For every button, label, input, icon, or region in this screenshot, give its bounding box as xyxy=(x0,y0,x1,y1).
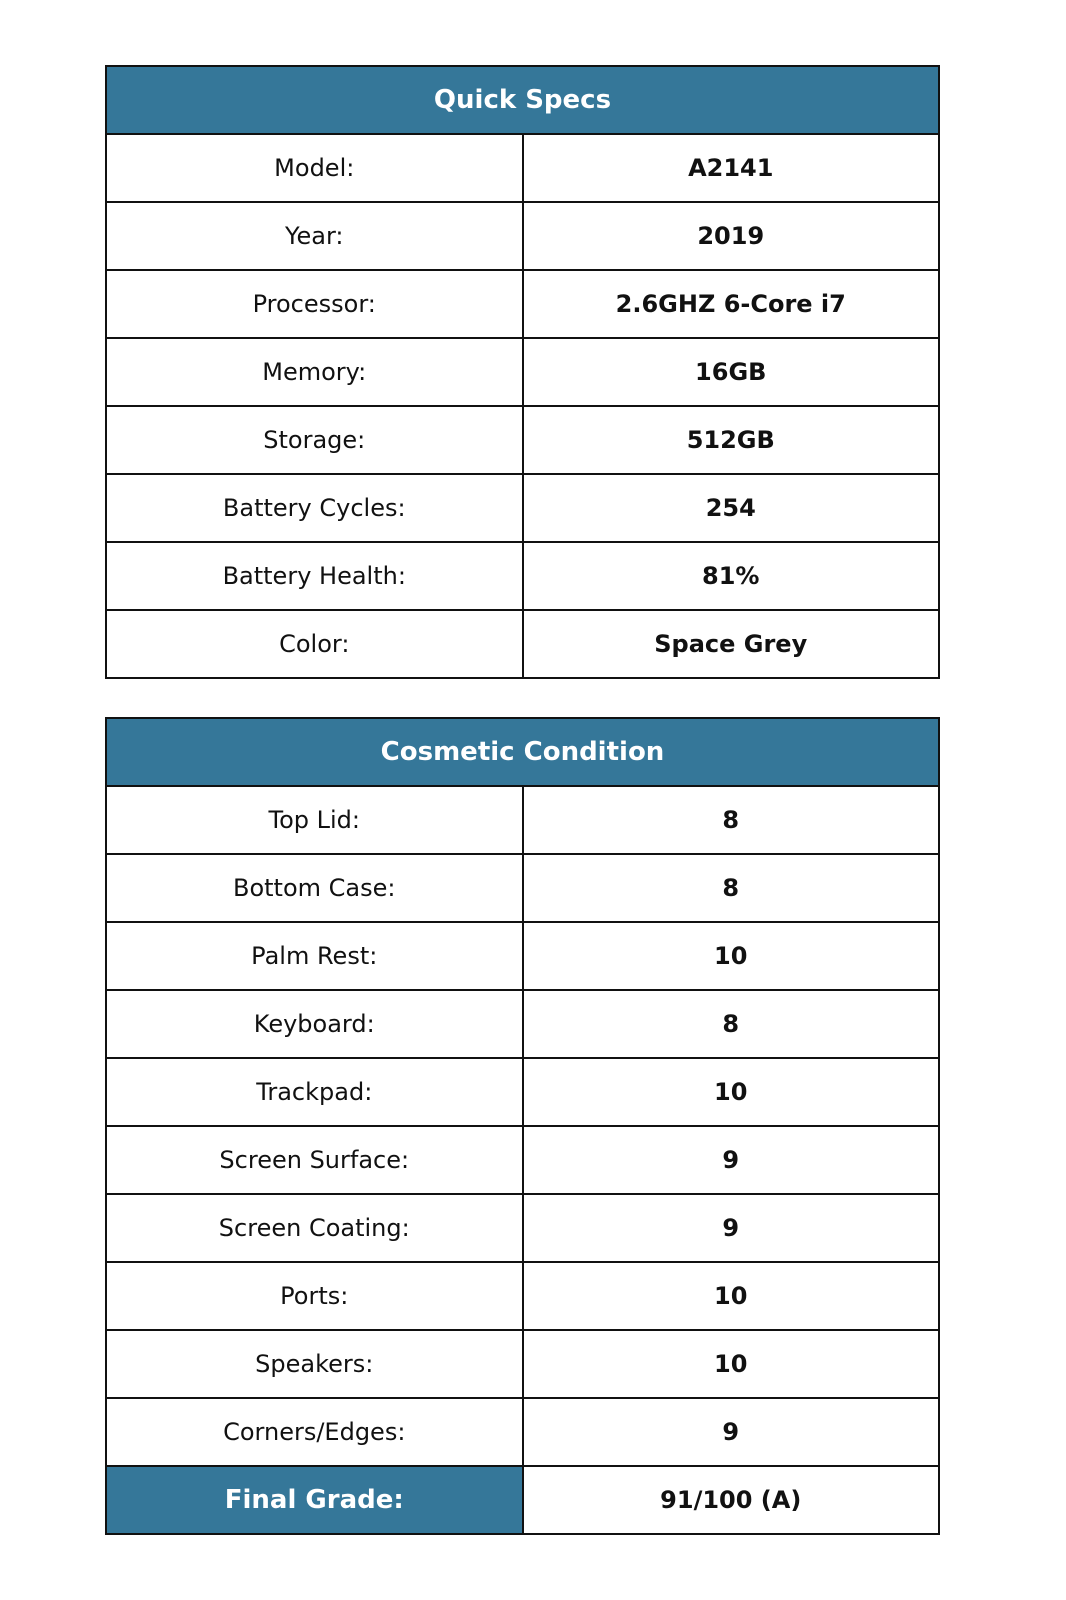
table-row xyxy=(107,1331,938,1399)
row-label: Bottom Case: xyxy=(107,855,524,921)
row-value: 10 xyxy=(714,1282,748,1310)
final-grade-row xyxy=(107,1467,938,1533)
row-value: 8 xyxy=(722,1010,740,1038)
cosmetic-condition-title: Cosmetic Condition xyxy=(107,719,938,787)
table-row xyxy=(107,271,938,339)
row-value: 9 xyxy=(722,1146,740,1174)
quick-specs-title: Quick Specs xyxy=(107,67,938,135)
table-row xyxy=(107,611,938,677)
row-value: 9 xyxy=(722,1418,740,1446)
row-label: Keyboard: xyxy=(107,991,524,1057)
row-label: Model: xyxy=(107,135,524,201)
row-label: Storage: xyxy=(107,407,524,473)
row-label: Color: xyxy=(107,611,524,677)
row-value: 10 xyxy=(714,1078,748,1106)
table-row xyxy=(107,1399,938,1467)
table-row xyxy=(107,1127,938,1195)
row-label: Year: xyxy=(107,203,524,269)
row-label: Ports: xyxy=(107,1263,524,1329)
cosmetic-condition-table xyxy=(105,717,940,1535)
row-value: 10 xyxy=(714,942,748,970)
row-label: Top Lid: xyxy=(107,787,524,853)
row-value: 81% xyxy=(702,562,760,590)
row-label: Speakers: xyxy=(107,1331,524,1397)
row-value: 9 xyxy=(722,1214,740,1242)
table-row xyxy=(107,1263,938,1331)
row-value: 2019 xyxy=(697,222,765,250)
row-label: Corners/Edges: xyxy=(107,1399,524,1465)
table-row xyxy=(107,475,938,543)
row-value: 16GB xyxy=(695,358,767,386)
row-value: 8 xyxy=(722,806,740,834)
table-row xyxy=(107,991,938,1059)
table-row xyxy=(107,1195,938,1263)
row-value: A2141 xyxy=(688,154,774,182)
table-row xyxy=(107,923,938,991)
row-label: Battery Health: xyxy=(107,543,524,609)
final-grade-value: 91/100 (A) xyxy=(660,1486,802,1514)
table-row xyxy=(107,543,938,611)
table-row xyxy=(107,203,938,271)
row-value: 2.6GHZ 6-Core i7 xyxy=(615,290,846,318)
row-value: Space Grey xyxy=(654,630,808,658)
final-grade-label: Final Grade: xyxy=(107,1467,524,1533)
row-label: Palm Rest: xyxy=(107,923,524,989)
table-row xyxy=(107,855,938,923)
table-row xyxy=(107,339,938,407)
row-value: 512GB xyxy=(686,426,775,454)
row-label: Screen Surface: xyxy=(107,1127,524,1193)
table-row xyxy=(107,407,938,475)
row-label: Trackpad: xyxy=(107,1059,524,1125)
table-row xyxy=(107,787,938,855)
row-label: Battery Cycles: xyxy=(107,475,524,541)
table-row xyxy=(107,1059,938,1127)
row-label: Memory: xyxy=(107,339,524,405)
quick-specs-table xyxy=(105,65,940,679)
row-label: Screen Coating: xyxy=(107,1195,524,1261)
table-row xyxy=(107,135,938,203)
row-value: 8 xyxy=(722,874,740,902)
row-label: Processor: xyxy=(107,271,524,337)
row-value: 10 xyxy=(714,1350,748,1378)
row-value: 254 xyxy=(705,494,756,522)
